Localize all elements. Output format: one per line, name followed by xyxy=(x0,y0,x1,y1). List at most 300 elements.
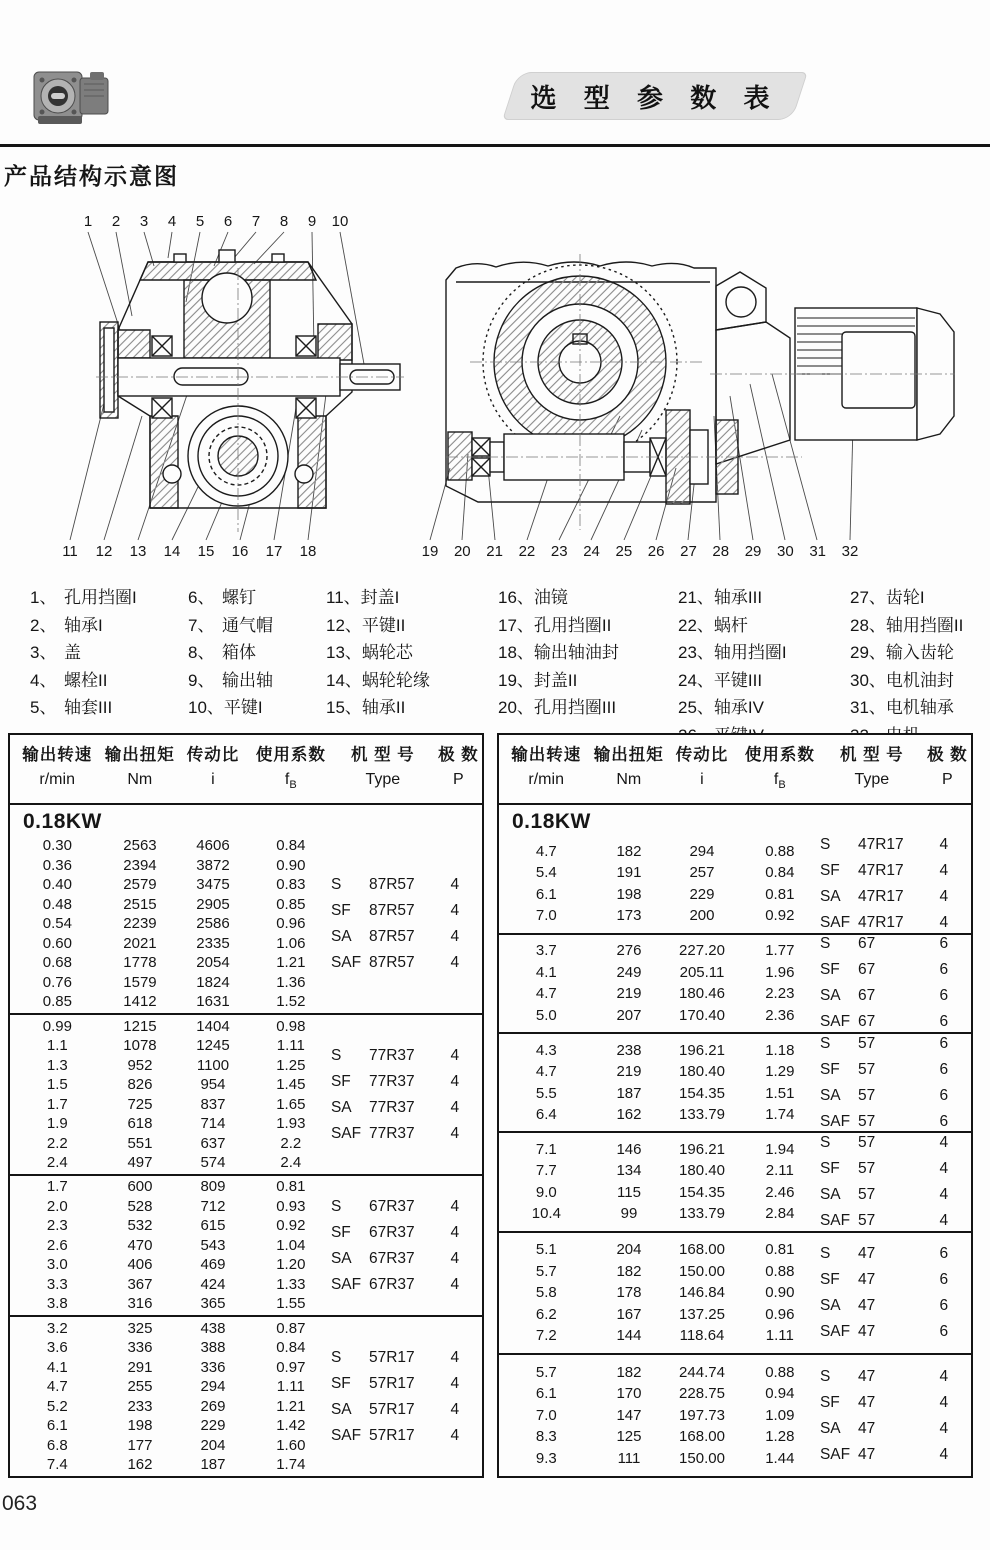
table-cell: 1.60 xyxy=(276,1436,306,1454)
table-cell: 146 xyxy=(616,1140,642,1158)
part-legend-item xyxy=(188,694,326,722)
model-type: SA 57R17 xyxy=(330,1400,415,1418)
callout-number: 9 xyxy=(307,213,317,230)
col-speed-cn: 输出转速 xyxy=(511,746,582,764)
gearmotor-illustration xyxy=(30,58,122,134)
table-cell: 1.21 xyxy=(276,954,306,972)
table-cell: 3475 xyxy=(196,876,230,894)
type-row xyxy=(820,1057,971,1083)
table-cell: 180.46 xyxy=(679,985,725,1003)
table-row xyxy=(10,1436,331,1456)
callout-number: 27 xyxy=(680,543,697,560)
table-cell: 4.1 xyxy=(46,1358,68,1376)
part-name: 轴承II xyxy=(361,698,406,717)
type-row xyxy=(331,1345,482,1371)
col-speed-unit: r/min xyxy=(39,771,75,788)
type-row xyxy=(820,1442,971,1468)
callout-number: 20 xyxy=(453,543,471,560)
table-cell: 198 xyxy=(616,885,642,903)
table-cell: 532 xyxy=(127,1217,153,1235)
table-cell: 0.96 xyxy=(276,915,306,933)
table-cell: 6.1 xyxy=(535,885,557,903)
table-cell: 6.8 xyxy=(46,1436,68,1454)
table-cell: 714 xyxy=(200,1115,226,1133)
table-cell: 0.85 xyxy=(276,895,306,913)
model-type: S 87R57 xyxy=(330,876,415,894)
type-row xyxy=(820,1319,971,1345)
part-name: 孔用挡圈III xyxy=(533,698,617,717)
table-cell: 6.1 xyxy=(46,1417,68,1435)
table-cell: 2.4 xyxy=(46,1154,68,1172)
table-cell: 1.44 xyxy=(765,1449,795,1467)
col-poles-cn: 极 数 xyxy=(927,746,968,764)
table-row xyxy=(10,953,331,973)
page-number: 063 xyxy=(2,1492,38,1515)
col-torque-unit: Nm xyxy=(616,771,642,788)
part-number: 22、 xyxy=(678,615,714,635)
table-cell: 2394 xyxy=(123,856,157,874)
table-cell: 5.4 xyxy=(535,864,557,882)
poles-value: 6 xyxy=(939,987,949,1005)
table-cell: 618 xyxy=(127,1115,153,1133)
table-row xyxy=(10,914,331,934)
table-cell: 551 xyxy=(127,1134,153,1152)
col-torque-cn: 输出扭矩 xyxy=(593,746,664,764)
part-number: 14、 xyxy=(326,670,362,690)
table-cell: 826 xyxy=(127,1076,153,1094)
table-cell: 0.83 xyxy=(276,876,306,894)
part-number: 20、 xyxy=(498,698,534,717)
part-legend-item xyxy=(326,584,498,612)
table-cell: 2515 xyxy=(123,895,157,913)
table-cell: 1.7 xyxy=(46,1178,68,1196)
model-type: SA 57 xyxy=(819,1086,876,1104)
table-row xyxy=(10,934,331,954)
type-list xyxy=(331,1017,482,1172)
parameter-block xyxy=(499,935,971,1032)
table-cell: 1778 xyxy=(123,954,157,972)
table-row xyxy=(499,884,820,906)
table-cell: 1.93 xyxy=(276,1115,306,1133)
table-cell: 1.74 xyxy=(276,1456,306,1474)
table-cell: 1.09 xyxy=(765,1406,795,1424)
col-torque-cn: 输出扭矩 xyxy=(104,746,175,764)
poles-value: 6 xyxy=(939,1112,949,1130)
table-row xyxy=(499,1448,820,1470)
type-row xyxy=(820,1182,971,1208)
part-number: 10、 xyxy=(188,698,224,717)
table-cell: 3.2 xyxy=(46,1319,68,1337)
part-number: 7、 xyxy=(188,615,215,635)
poles-value: 4 xyxy=(450,1275,460,1293)
callout-number: 31 xyxy=(809,543,827,560)
type-row xyxy=(331,1397,482,1423)
table-cell: 1.77 xyxy=(765,942,795,960)
table-cell: 204 xyxy=(616,1241,642,1259)
type-row xyxy=(820,1364,971,1390)
model-type: SAF 87R57 xyxy=(330,954,415,972)
table-cell: 1.11 xyxy=(276,1378,305,1396)
table-cell: 0.68 xyxy=(42,954,72,972)
type-row xyxy=(331,1371,482,1397)
col-speed-unit: r/min xyxy=(528,771,564,788)
model-type: S 57R17 xyxy=(330,1348,415,1366)
poles-value: 4 xyxy=(450,1124,460,1142)
part-legend-item xyxy=(188,639,326,667)
table-cell: 1.11 xyxy=(765,1327,794,1345)
type-row xyxy=(820,1241,971,1267)
table-cell: 219 xyxy=(616,1063,642,1081)
table-cell: 0.36 xyxy=(42,856,72,874)
part-number: 9、 xyxy=(188,670,215,690)
poles-value: 4 xyxy=(450,1348,460,1366)
table-row xyxy=(499,1261,820,1283)
selection-parameter-tables xyxy=(8,733,984,1478)
table-cell: 0.40 xyxy=(42,876,72,894)
table-cell: 1.7 xyxy=(46,1095,68,1113)
table-cell: 187 xyxy=(200,1456,226,1474)
poles-value: 4 xyxy=(450,902,460,920)
table-cell: 255 xyxy=(127,1378,153,1396)
parameter-table-left xyxy=(8,733,484,1478)
table-row xyxy=(10,992,331,1012)
parameter-block xyxy=(499,1233,971,1354)
part-name: 蜗轮芯 xyxy=(361,643,413,662)
table-row xyxy=(10,856,331,876)
data-rows xyxy=(499,1357,820,1474)
col-factor-cn: 使用系数 xyxy=(255,746,326,764)
callout-number: 7 xyxy=(251,213,261,230)
table-cell: 207 xyxy=(616,1006,642,1024)
part-legend-item xyxy=(850,639,975,667)
model-type: SF 77R37 xyxy=(330,1072,415,1090)
part-name: 平键II xyxy=(361,615,406,635)
table-cell: 1.11 xyxy=(276,1037,305,1055)
table-cell: 0.96 xyxy=(765,1305,795,1323)
model-type: S 77R37 xyxy=(330,1046,415,1064)
part-number: 12、 xyxy=(326,615,362,635)
model-type: SF 87R57 xyxy=(330,902,415,920)
col-factor-unit: $f_B$ xyxy=(284,771,297,792)
table-cell: 4.1 xyxy=(535,963,557,981)
table-cell: 1.1 xyxy=(46,1037,68,1055)
table-cell: 238 xyxy=(616,1041,642,1059)
table-cell: 1.5 xyxy=(46,1076,68,1094)
model-type: SF 57 xyxy=(819,1060,876,1078)
table-row xyxy=(10,973,331,993)
table-cell: 0.81 xyxy=(765,1241,795,1259)
table-cell: 1.52 xyxy=(276,993,306,1011)
type-row xyxy=(331,1220,482,1246)
page-title: 选 型 参 数 表 xyxy=(530,82,780,113)
table-row xyxy=(499,1139,820,1161)
poles-value: 4 xyxy=(939,1185,949,1203)
part-number: 6、 xyxy=(188,588,215,607)
table-header xyxy=(499,735,971,805)
table-cell: 168.00 xyxy=(679,1428,725,1446)
table-cell: 0.54 xyxy=(42,915,72,933)
model-type: SF 67R37 xyxy=(330,1223,415,1241)
table-cell: 7.2 xyxy=(535,1327,557,1345)
type-list xyxy=(820,1036,971,1129)
table-cell: 4.7 xyxy=(46,1378,68,1396)
table-cell: 1245 xyxy=(196,1037,230,1055)
poles-value: 4 xyxy=(450,1197,460,1215)
part-legend-item xyxy=(30,639,188,667)
type-list xyxy=(820,1135,971,1228)
table-row xyxy=(499,1160,820,1182)
table-cell: 497 xyxy=(127,1154,153,1172)
table-cell: 2.6 xyxy=(46,1236,68,1254)
poles-value: 4 xyxy=(450,1046,460,1064)
table-cell: 2.0 xyxy=(46,1197,68,1215)
part-legend-item xyxy=(326,694,498,722)
model-type: S 67 xyxy=(819,935,876,953)
table-cell: 2586 xyxy=(196,915,230,933)
section-title: 产品结构示意图 xyxy=(4,163,179,189)
type-row xyxy=(820,1267,971,1293)
table-cell: 388 xyxy=(200,1339,226,1357)
model-type: S 57 xyxy=(819,1034,876,1052)
table-cell: 952 xyxy=(127,1056,153,1074)
table-row xyxy=(499,940,820,962)
part-legend-item xyxy=(188,612,326,640)
part-legend-item xyxy=(326,667,498,695)
part-legend-item xyxy=(678,667,850,695)
table-cell: 0.88 xyxy=(765,842,795,860)
table-cell: 336 xyxy=(127,1339,153,1357)
callout-number: 32 xyxy=(841,543,859,560)
model-type: SAF 47 xyxy=(819,1445,876,1463)
type-row xyxy=(331,924,482,950)
table-cell: 365 xyxy=(200,1295,226,1313)
poles-value: 4 xyxy=(450,954,460,972)
table-cell: 244.74 xyxy=(679,1363,725,1381)
callout-number: 30 xyxy=(777,543,794,560)
table-cell: 1.33 xyxy=(276,1275,306,1293)
table-cell: 8.3 xyxy=(535,1428,557,1446)
table-cell: 200 xyxy=(689,907,715,925)
callout-number: 6 xyxy=(223,213,233,230)
table-row xyxy=(499,1083,820,1105)
table-cell: 543 xyxy=(200,1236,226,1254)
table-cell: 2.2 xyxy=(280,1134,302,1152)
type-row xyxy=(331,1272,482,1298)
type-row xyxy=(331,1069,482,1095)
poles-value: 6 xyxy=(939,1244,949,1262)
poles-value: 6 xyxy=(939,935,949,953)
table-row xyxy=(10,1397,331,1417)
table-cell: 180.40 xyxy=(679,1063,725,1081)
legend-column xyxy=(326,584,498,749)
table-row xyxy=(499,1405,820,1427)
table-cell: 1.25 xyxy=(276,1056,306,1074)
table-row xyxy=(10,1275,331,1295)
table-row xyxy=(10,895,331,915)
data-rows xyxy=(10,1319,331,1474)
part-name: 电机轴承 xyxy=(885,698,954,717)
table-cell: 0.90 xyxy=(765,1284,795,1302)
table-cell: 6.2 xyxy=(535,1305,557,1323)
table-cell: 1.65 xyxy=(276,1095,306,1113)
table-row xyxy=(10,1255,331,1275)
parameter-block xyxy=(10,1317,482,1476)
callout-number: 18 xyxy=(299,543,317,560)
table-row xyxy=(10,1056,331,1076)
table-row xyxy=(499,1325,820,1347)
gearbox-front-section xyxy=(100,250,400,508)
table-cell: 1.94 xyxy=(765,1140,795,1158)
table-cell: 2.2 xyxy=(46,1134,68,1152)
table-cell: 2054 xyxy=(196,954,230,972)
model-type: S 47 xyxy=(819,1367,876,1385)
part-name: 输出轴 xyxy=(222,670,273,690)
part-number: 24、 xyxy=(678,670,714,690)
callout-number: 24 xyxy=(583,543,600,560)
part-number: 28、 xyxy=(850,615,886,635)
callout-number: 12 xyxy=(95,543,113,560)
table-cell: 154.35 xyxy=(679,1183,725,1201)
col-type-unit: Type xyxy=(365,771,401,788)
callout-number: 10 xyxy=(331,213,349,230)
type-row xyxy=(331,898,482,924)
callout-number: 26 xyxy=(647,543,665,560)
table-cell: 0.90 xyxy=(276,856,306,874)
table-cell: 470 xyxy=(127,1236,153,1254)
poles-value: 4 xyxy=(939,913,949,931)
col-poles-unit: P xyxy=(453,771,464,788)
type-row xyxy=(331,1246,482,1272)
table-cell: 1.51 xyxy=(765,1084,795,1102)
table-cell: 205.11 xyxy=(679,963,725,981)
table-cell: 7.0 xyxy=(535,907,557,925)
table-cell: 0.85 xyxy=(42,993,72,1011)
table-cell: 0.88 xyxy=(765,1262,795,1280)
table-cell: 168.00 xyxy=(679,1241,725,1259)
table-cell: 191 xyxy=(616,864,642,882)
type-list xyxy=(820,837,971,930)
table-cell: 0.87 xyxy=(276,1319,306,1337)
poles-value: 6 xyxy=(939,1034,949,1052)
callout-number: 21 xyxy=(486,543,503,560)
table-cell: 162 xyxy=(127,1456,153,1474)
table-cell: 424 xyxy=(200,1275,226,1293)
table-cell: 229 xyxy=(200,1417,226,1435)
poles-value: 4 xyxy=(939,1367,949,1385)
table-row xyxy=(10,1017,331,1037)
poles-value: 4 xyxy=(939,887,949,905)
table-cell: 1.28 xyxy=(765,1428,795,1446)
type-list xyxy=(331,1178,482,1313)
table-cell: 2563 xyxy=(123,837,157,855)
table-cell: 0.84 xyxy=(276,837,306,855)
col-type-cn: 机 型 号 xyxy=(840,746,904,764)
table-header xyxy=(10,735,482,805)
poles-value: 4 xyxy=(939,861,949,879)
parameter-block xyxy=(499,835,971,932)
table-cell: 1.04 xyxy=(276,1236,306,1254)
poles-value: 4 xyxy=(450,1249,460,1267)
table-cell: 1.21 xyxy=(276,1397,306,1415)
table-cell: 725 xyxy=(127,1095,153,1113)
table-cell: 1100 xyxy=(196,1056,230,1074)
col-ratio-unit: i xyxy=(700,771,704,788)
table-cell: 4606 xyxy=(196,837,230,855)
callout-number: 22 xyxy=(518,543,536,560)
part-legend-item xyxy=(850,584,975,612)
poles-value: 4 xyxy=(450,928,460,946)
part-number: 15、 xyxy=(326,698,362,717)
model-type: SAF 47 xyxy=(819,1322,876,1340)
table-cell: 1.06 xyxy=(276,934,306,952)
part-legend-item xyxy=(326,612,498,640)
table-cell: 0.81 xyxy=(765,885,795,903)
poles-value: 4 xyxy=(450,1374,460,1392)
callout-number: 17 xyxy=(265,543,283,560)
part-legend-item xyxy=(188,667,326,695)
table-row xyxy=(499,862,820,884)
part-name: 轴用挡圈I xyxy=(713,643,787,662)
part-legend-item xyxy=(498,639,678,667)
type-row xyxy=(820,1293,971,1319)
col-type-unit: Type xyxy=(854,771,890,788)
part-number: 3、 xyxy=(30,643,57,662)
table-cell: 1078 xyxy=(123,1037,157,1055)
type-row xyxy=(820,983,971,1009)
table-cell: 2021 xyxy=(123,934,157,952)
table-cell: 3.3 xyxy=(46,1275,68,1293)
model-type: SAF 57 xyxy=(819,1211,876,1229)
model-type: SF 47 xyxy=(819,1393,876,1411)
table-row xyxy=(499,983,820,1005)
poles-value: 4 xyxy=(450,1400,460,1418)
model-type: SAF 67R37 xyxy=(330,1275,415,1293)
legend-column xyxy=(850,584,975,749)
table-row xyxy=(499,1040,820,1062)
table-cell: 291 xyxy=(127,1358,153,1376)
table-cell: 5.8 xyxy=(535,1284,557,1302)
data-rows xyxy=(499,1235,820,1352)
table-cell: 257 xyxy=(689,864,715,882)
table-row xyxy=(10,1114,331,1134)
part-name: 螺栓II xyxy=(64,670,108,690)
table-row xyxy=(499,905,820,927)
type-row xyxy=(820,931,971,957)
parameter-block xyxy=(499,1133,971,1230)
poles-value: 4 xyxy=(939,1133,949,1151)
model-type: SA 77R37 xyxy=(330,1098,415,1116)
table-cell: 219 xyxy=(616,985,642,1003)
table-cell: 147 xyxy=(616,1406,642,1424)
table-cell: 1.18 xyxy=(765,1041,795,1059)
part-name: 齿轮I xyxy=(885,588,925,607)
part-legend-item xyxy=(30,584,188,612)
table-row xyxy=(499,841,820,863)
table-cell: 2.11 xyxy=(765,1162,794,1180)
table-cell: 0.60 xyxy=(42,934,72,952)
model-type: SF 57R17 xyxy=(330,1374,415,1392)
table-cell: 196.21 xyxy=(679,1140,725,1158)
part-number: 2、 xyxy=(30,615,57,635)
table-cell: 7.4 xyxy=(46,1456,68,1474)
table-cell: 170 xyxy=(616,1385,642,1403)
table-cell: 1.42 xyxy=(276,1417,306,1435)
table-cell: 1412 xyxy=(123,993,157,1011)
callout-number: 19 xyxy=(421,543,439,560)
poles-value: 6 xyxy=(939,1270,949,1288)
table-row xyxy=(499,1282,820,1304)
data-rows xyxy=(499,837,820,930)
